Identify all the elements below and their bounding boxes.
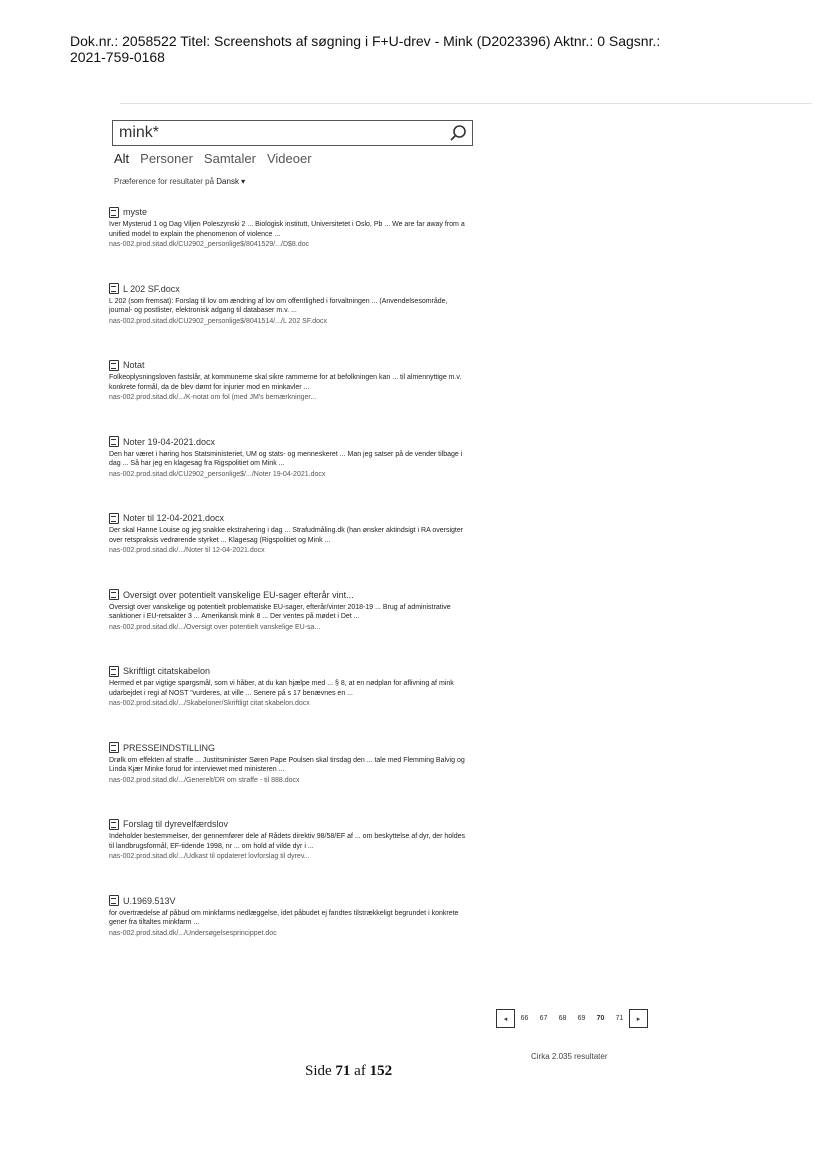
result-title[interactable]: Noter 19-04-2021.docx: [123, 436, 216, 447]
result-url: nas-002.prod.sitad.dk/CU2902_personlige$/8041514/.../L 202 SF.docx: [109, 317, 328, 325]
search-tabs: [114, 151, 312, 166]
result-item: [109, 589, 479, 666]
result-snippet: Oversigt over vanskelige og potentielt problematiske EU-sager, efterår/vinter 2018-19 ... Brug af administrative sanktioner i EU-retsakter 3 ... Amerikansk mink 8 ... Der ventes på mødet i Det ...: [109, 603, 451, 620]
document-icon: [109, 895, 119, 906]
result-snippet: Drølk om effekten af straffe ... Justitsminister Søren Pape Poulsen skal tirsdag den ... tale med Flemming Balvig og Linda Kjær Minke forud for interviewet med ministeren ...: [109, 756, 465, 773]
result-snippet: Der skal Hanne Louise og jeg snakke ekstrahering i dag ... Strafudmåling.dk (han ønsker aktindsigt i RA oversigter over retspraksis vedrørende styrket ... Klagesag (Rigspolitiet og Mink ...: [109, 527, 464, 544]
result-url: nas-002.prod.sitad.dk/.../Noter til 12-04-2021.docx: [109, 547, 265, 554]
page-link-69[interactable]: 69: [577, 1015, 586, 1022]
result-snippet: L 202 (som fremsat): Forslag til lov om ændring af lov om offentlighed i forvaltningen ... (Anvendelsesområde, journal- og postlister, elektronisk adgang til databaser m.v. ...: [109, 297, 448, 314]
document-icon: [109, 360, 119, 371]
prev-page-button[interactable]: ◂: [496, 1009, 515, 1028]
result-item: [109, 665, 479, 742]
document-header-line1: Dok.nr.: 2058522 Titel: Screenshots af søgning i F+U-drev - Mink (D2023396) Aktnr.: 0 Sagsnr.:: [70, 33, 661, 49]
document-icon: [109, 207, 119, 218]
tab-videos[interactable]: Videoer: [266, 151, 312, 166]
result-url: nas-002.prod.sitad.dk/.../Generelt/DR om straffe - til 888.docx: [109, 776, 300, 784]
document-icon: [109, 742, 119, 753]
document-icon: [109, 436, 119, 447]
result-count: Cirka 2.035 resultater: [531, 1052, 608, 1061]
search-icon[interactable]: [449, 124, 467, 142]
page-link-66[interactable]: 66: [520, 1015, 529, 1022]
result-item: [109, 512, 479, 589]
result-url: nas-002.prod.sitad.dk/.../Oversigt over potentielt vanskelige EU-sa...: [109, 623, 321, 631]
document-icon: [109, 513, 119, 524]
footer-prefix: Side: [305, 1063, 336, 1079]
document-icon: [109, 666, 119, 677]
result-url: nas-002.prod.sitad.dk/CU2902_personlige$/.../Noter 19-04-2021.docx: [109, 470, 326, 478]
page-link-68[interactable]: 68: [558, 1015, 567, 1022]
result-item: [109, 742, 479, 819]
result-snippet: Indeholder bestemmelser, der gennemfører dele af Rådets direktiv 98/58/EF af ... om beskyttelse af dyr, der holdes til landbrugsformål, EF-tidende 1998, nr ... om hold af vilde dyr i ...: [109, 833, 466, 850]
result-title[interactable]: Noter til 12-04-2021.docx: [123, 513, 225, 523]
document-header: [70, 33, 790, 65]
result-snippet: for overtrædelse af påbud om minkfarms nedlæggelse, idet påbudet ej fandtes tilstrækkeligt begrundet i konkrete gener fra tiltaltes minkfarm ...: [109, 909, 459, 926]
preference-label: Præference for resultater på: [114, 177, 215, 186]
result-title[interactable]: Notat: [123, 360, 145, 370]
next-page-button[interactable]: ▸: [629, 1009, 648, 1028]
result-title[interactable]: L 202 SF.docx: [123, 283, 180, 294]
result-title[interactable]: myste: [123, 207, 148, 217]
document-icon: [109, 589, 119, 600]
page-link-67[interactable]: 67: [539, 1015, 548, 1022]
result-title[interactable]: PRESSEINDSTILLING: [123, 742, 216, 753]
result-snippet: Iver Mysterud 1 og Dag Viljen Poleszynski 2 ... Biologisk institutt, Universitetet i Oslo, Pb ... We are far away from a unified model to explain the phenomenon of violence ...: [109, 221, 465, 238]
result-title[interactable]: Oversigt over potentielt vanskelige EU-sager efterår vint...: [123, 589, 354, 600]
result-snippet: Hermed et par vigtige spørgsmål, som vi håber, at du kan hjælpe med ... § 8, at en nødplan for aflivning af mink udarbejdet i regi af NOST "vurderes, at ville ... Senere på s 17 benævnes en ...: [109, 680, 454, 697]
document-icon: [109, 283, 119, 294]
result-title[interactable]: Forslag til dyrevelfærdslov: [123, 819, 229, 829]
result-url: nas-002.prod.sitad.dk/.../Skabeloner/Skriftligt citat skabelon.docx: [109, 700, 310, 707]
result-item: [109, 283, 479, 360]
result-item: [109, 895, 479, 972]
result-item: [109, 818, 479, 895]
result-item: [109, 206, 479, 283]
result-url: nas-002.prod.sitad.dk/.../Undersøgelsesprincippet.doc: [109, 929, 277, 937]
search-input[interactable]: mink*: [119, 124, 160, 141]
page-link-current[interactable]: 70: [596, 1015, 605, 1022]
search-results: [109, 206, 479, 971]
language-dropdown[interactable]: Dansk ▾: [216, 177, 246, 186]
tab-all[interactable]: Alt: [114, 151, 130, 166]
result-item: [109, 436, 479, 513]
result-item: [109, 359, 479, 436]
page-link-71[interactable]: 71: [615, 1015, 624, 1022]
footer-page-number: 71: [335, 1063, 351, 1079]
pagination: [496, 1009, 648, 1028]
top-divider: [120, 103, 812, 104]
page-footer: [305, 1063, 392, 1080]
footer-page-total: 152: [369, 1063, 393, 1079]
result-url: nas-002.prod.sitad.dk/.../K-notat om fol (med JM's bemærkninger...: [109, 394, 317, 401]
result-title[interactable]: U.1969.513V: [123, 895, 176, 906]
search-box[interactable]: [112, 120, 473, 146]
result-snippet: Folkeoplysningsloven fastslår, at kommunerne skal sikre rammerne for at befolkningen kan ... til almennyttige m.v. konkrete formål, da de blev dømt for injurier mod en minkavler ...: [109, 374, 462, 391]
result-snippet: Den har været i høring hos Statsministeriet, UM og stats- og menneskeret ... Man jeg satser på de vender tilbage i dag ... Så har jeg en klagesag fra Rigspolitiet om Mink ...: [109, 450, 463, 467]
result-url: nas-002.prod.sitad.dk/CU2902_personlige$/8041529/.../D$8.doc: [109, 241, 310, 248]
document-header-line2: 2021-759-0168: [70, 49, 165, 65]
result-url: nas-002.prod.sitad.dk/.../Udkast til opdateret lovforslag til dyrev...: [109, 853, 310, 860]
tab-conversations[interactable]: Samtaler: [203, 151, 256, 166]
document-icon: [109, 819, 119, 830]
result-title[interactable]: Skriftligt citatskabelon: [123, 666, 211, 676]
footer-mid: af: [350, 1063, 370, 1079]
result-preference: [114, 177, 245, 186]
tab-people[interactable]: Personer: [140, 151, 193, 166]
